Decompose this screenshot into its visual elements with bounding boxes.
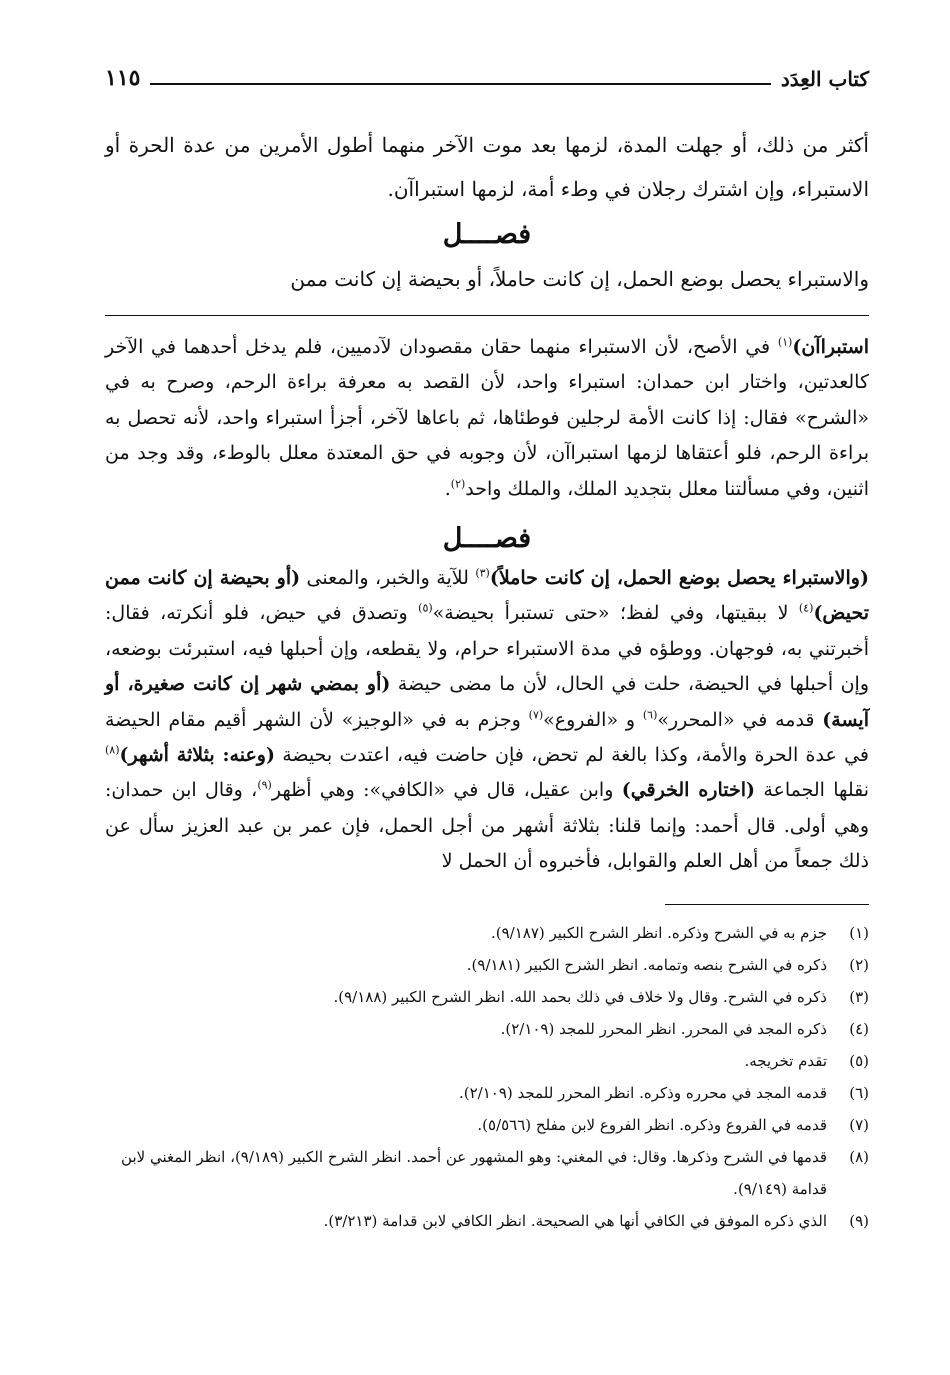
body-text: للآية والخبر، والمعنى bbox=[300, 567, 476, 590]
body-text: لا ببقيتها، وفي لفظ؛ «حتى تستبرأ بحيضة» bbox=[432, 602, 799, 625]
body-text: . bbox=[444, 477, 451, 500]
footnote-item bbox=[105, 981, 869, 1013]
footnote-text: قدمه المجد في محرره وذكره. انظر المحرر للمجد (٢/١٠٩). bbox=[458, 1083, 827, 1102]
body-text: ، وقال ابن حمدان: وهي أولى. قال أحمد: وإنما قلنا: بثلاثة أشهر من أجل الحمل، فإن عمر بن عبد العزيز سأل عن ذلك جمعاً من أهل العلم والقوابل، فأخبروه أن الحمل لا bbox=[105, 779, 869, 873]
footnote-number: (١) bbox=[849, 923, 869, 942]
matn-paragraph: أكثر من ذلك، أو جهلت المدة، لزمها بعد موت الآخر منهما أطول الأمرين من عدة الحرة أو الاستبراء، وإن اشترك رجلان في وطء أمة، لزمها استبراآن. bbox=[105, 133, 869, 201]
footnote-ref: (٧) bbox=[528, 708, 544, 722]
footnote-ref: (٤) bbox=[798, 602, 814, 616]
sharh-paragraph bbox=[105, 330, 869, 507]
matn-paragraph: والاستبراء يحصل بوضع الحمل، إن كانت حاملاً، أو بحيضة إن كانت ممن bbox=[290, 267, 869, 291]
footnote-number: (٤) bbox=[849, 1019, 869, 1038]
footnote-item bbox=[105, 1141, 869, 1205]
book-title: كتاب العِدَد bbox=[780, 67, 869, 91]
footnote-item bbox=[105, 1077, 869, 1109]
bold-text: (أو بحيضة إن كانت ممن تحيض) bbox=[105, 567, 869, 625]
sharh-paragraph bbox=[105, 561, 869, 880]
footnote-text: قدمها في الشرح وذكرها. وقال: في المغني: وهو المشهور عن أحمد. انظر الشرح الكبير (٩/١٨٩)، انظر المغني لابن قدامة (٩/١٤٩). bbox=[121, 1147, 827, 1198]
footnote-ref: (٥) bbox=[418, 602, 433, 616]
matn-text bbox=[105, 123, 869, 301]
footnote-item bbox=[105, 1045, 869, 1077]
footnote-number: (٥) bbox=[849, 1051, 869, 1070]
footnotes bbox=[105, 917, 869, 1237]
bold-text: (وعنه: بثلاثة أشهر) bbox=[119, 744, 275, 767]
footnote-item bbox=[105, 1013, 869, 1045]
footnote-ref: (٢) bbox=[450, 477, 466, 491]
footnote-text: ذكره المجد في المحرر. انظر المحرر للمجد (٢/١٠٩). bbox=[500, 1019, 827, 1038]
section-heading: فصــــل bbox=[442, 219, 532, 250]
footnote-ref: (٨) bbox=[105, 743, 120, 757]
book-page bbox=[105, 55, 869, 1237]
page-header bbox=[105, 55, 869, 91]
footnote-item bbox=[105, 949, 869, 981]
footnote-item bbox=[105, 1205, 869, 1237]
footnote-ref: (٩) bbox=[257, 779, 272, 793]
page-number: ١١٥ bbox=[105, 65, 141, 91]
footnote-number: (٩) bbox=[849, 1211, 869, 1230]
footnote-number: (٦) bbox=[849, 1083, 869, 1102]
footnote-item bbox=[105, 1109, 869, 1141]
footnote-text: جزم به في الشرح وذكره. انظر الشرح الكبير (٩/١٨٧). bbox=[490, 923, 827, 942]
sharh-text bbox=[105, 330, 869, 880]
footnote-number: (٨) bbox=[849, 1147, 869, 1166]
bold-text: (أو بمضي شهر إن كانت صغيرة، أو آيسة) bbox=[105, 673, 869, 731]
body-text: و «الفروع» bbox=[543, 708, 643, 731]
bold-text: (اختاره الخرقي) bbox=[621, 779, 755, 802]
section-heading: فصــــل bbox=[442, 523, 532, 555]
bold-text: استبراآن) bbox=[792, 336, 869, 358]
bold-text: (والاستبراء يحصل بوضع الحمل، إن كانت حاملاً) bbox=[489, 567, 869, 590]
footnote-item bbox=[105, 917, 869, 949]
footnote-text: تقدم تخريجه. bbox=[744, 1051, 827, 1070]
footnote-text: الذي ذكره الموفق في الكافي أنها هي الصحيحة. انظر الكافي لابن قدامة (٣/٢١٣). bbox=[323, 1211, 827, 1230]
body-text: قدمه في «المحرر» bbox=[657, 708, 823, 731]
footnote-ref: (٣) bbox=[475, 566, 490, 580]
footnote-number: (٣) bbox=[849, 987, 869, 1006]
footnote-ref: (١) bbox=[777, 335, 793, 349]
body-text: وتصدق في حيض، فلو أنكرته، فقال: أخبرتني به، فوجهان. ووطؤه في مدة الاستبراء حرام، ولا يقطعه، وإن أحبلها فيه، استبرئت بوضعه، وإن أحبلها في الحيضة، حلت في الحال، لأن ما مضى حيضة bbox=[105, 602, 869, 696]
header-rule bbox=[150, 83, 770, 85]
footnote-separator bbox=[665, 904, 869, 905]
matn-separator bbox=[105, 315, 869, 316]
footnote-text: ذكره في الشرح بنصه وتمامه. انظر الشرح الكبير (٩/١٨١). bbox=[466, 955, 827, 974]
footnote-number: (٧) bbox=[849, 1115, 869, 1134]
body-text: وجزم به في «الوجيز» لأن الشهر أقيم مقام الحيضة في عدة الحرة والأمة، وكذا بالغة لم تحض، فإن حاضت فيه، اعتدت بحيضة bbox=[105, 708, 869, 767]
footnote-number: (٢) bbox=[849, 955, 869, 974]
body-text: نقلها الجماعة bbox=[755, 779, 870, 802]
footnote-text: قدمه في الفروع وذكره. انظر الفروع لابن مفلح (٥/٥٦٦). bbox=[477, 1115, 827, 1134]
footnote-text: ذكره في الشرح. وقال ولا خلاف في ذلك بحمد الله. انظر الشرح الكبير (٩/١٨٨). bbox=[333, 987, 827, 1006]
footnote-ref: (٦) bbox=[642, 708, 658, 722]
body-text: في الأصح، لأن الاستبراء منهما حقان مقصودان لآدميين، فلم يدخل أحدهما في الآخر كالعدتين، واختار ابن حمدان: استبراء واحد، لأن القصد به معرفة براءة الرحم، وصرح به في «الشرح» فقال: إذا كانت الأمة لرجلين فوطئاها، ثم باعاها لآخر، أجزأ استبراء واحد، لأنه تحصل به براءة الرحم، فلو أعتقاها لزمها استبراآن، لأن وجوبه في حق المعتدة معلل بالوطء، وقد وجد من اثنين، وفي مسألتنا معلل بتجديد الملك، والملك واحد bbox=[105, 336, 869, 500]
body-text: وابن عقيل، قال في «الكافي»: وهي أظهر bbox=[271, 779, 622, 802]
